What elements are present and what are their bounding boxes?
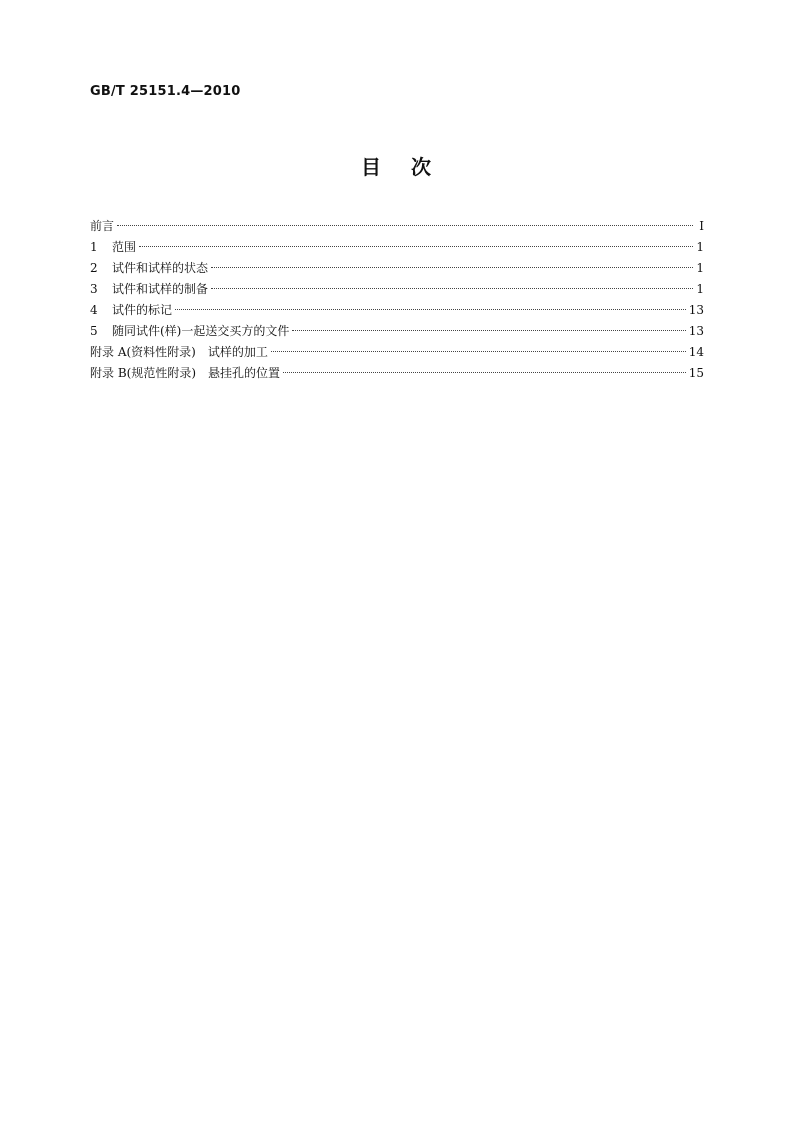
title-char-1: 目	[361, 155, 383, 179]
title-char-2: 次	[411, 155, 433, 179]
toc-section-number: 2	[90, 261, 98, 275]
toc-page-number: 1	[696, 282, 704, 296]
toc-page-number: 13	[688, 303, 704, 317]
toc-page-number: 1	[696, 261, 704, 275]
toc-page-number: 14	[688, 345, 704, 359]
toc-section-number: 5	[90, 324, 98, 338]
toc-entry-scope[interactable]	[90, 237, 704, 258]
toc-dot-leader	[292, 330, 685, 331]
toc-entry-label: 试件的标记	[112, 303, 173, 317]
standard-code: GB/T 25151.4—2010	[90, 84, 241, 99]
toc-page-number: 15	[688, 366, 704, 380]
toc-entry-state[interactable]	[90, 258, 704, 279]
toc-section-number: 4	[90, 303, 98, 317]
toc-entry-documents[interactable]	[90, 321, 704, 342]
toc-page-number: 1	[696, 240, 704, 254]
toc-page-number: Ⅰ	[699, 219, 704, 233]
toc-dot-leader	[211, 267, 693, 268]
toc-dot-leader	[117, 225, 693, 226]
toc-entry-label: 范围	[112, 240, 137, 254]
toc-entry-appendix-b[interactable]	[90, 363, 704, 384]
toc-entry-label: 试件和试样的状态	[112, 261, 209, 275]
toc-entry-preparation[interactable]	[90, 279, 704, 300]
page-title	[0, 151, 794, 180]
table-of-contents	[90, 216, 704, 384]
toc-dot-leader	[271, 351, 686, 352]
toc-dot-leader	[211, 288, 693, 289]
toc-entry-label: 试件和试样的制备	[112, 282, 209, 296]
toc-dot-leader	[175, 309, 686, 310]
toc-entry-label: 附录 B(规范性附录) 悬挂孔的位置	[90, 366, 280, 380]
toc-entry-label: 附录 A(资料性附录) 试样的加工	[90, 345, 268, 359]
toc-entry-label: 随同试件(样)一起送交买方的文件	[112, 324, 290, 338]
toc-dot-leader	[283, 372, 686, 373]
toc-entry-appendix-a[interactable]	[90, 342, 704, 363]
toc-page-number: 13	[688, 324, 704, 338]
toc-dot-leader	[139, 246, 693, 247]
toc-section-number: 1	[90, 240, 98, 254]
toc-entry-label: 前言	[90, 219, 115, 233]
toc-section-number: 3	[90, 282, 98, 296]
toc-entry-marking[interactable]	[90, 300, 704, 321]
toc-entry-foreword[interactable]	[90, 216, 704, 237]
